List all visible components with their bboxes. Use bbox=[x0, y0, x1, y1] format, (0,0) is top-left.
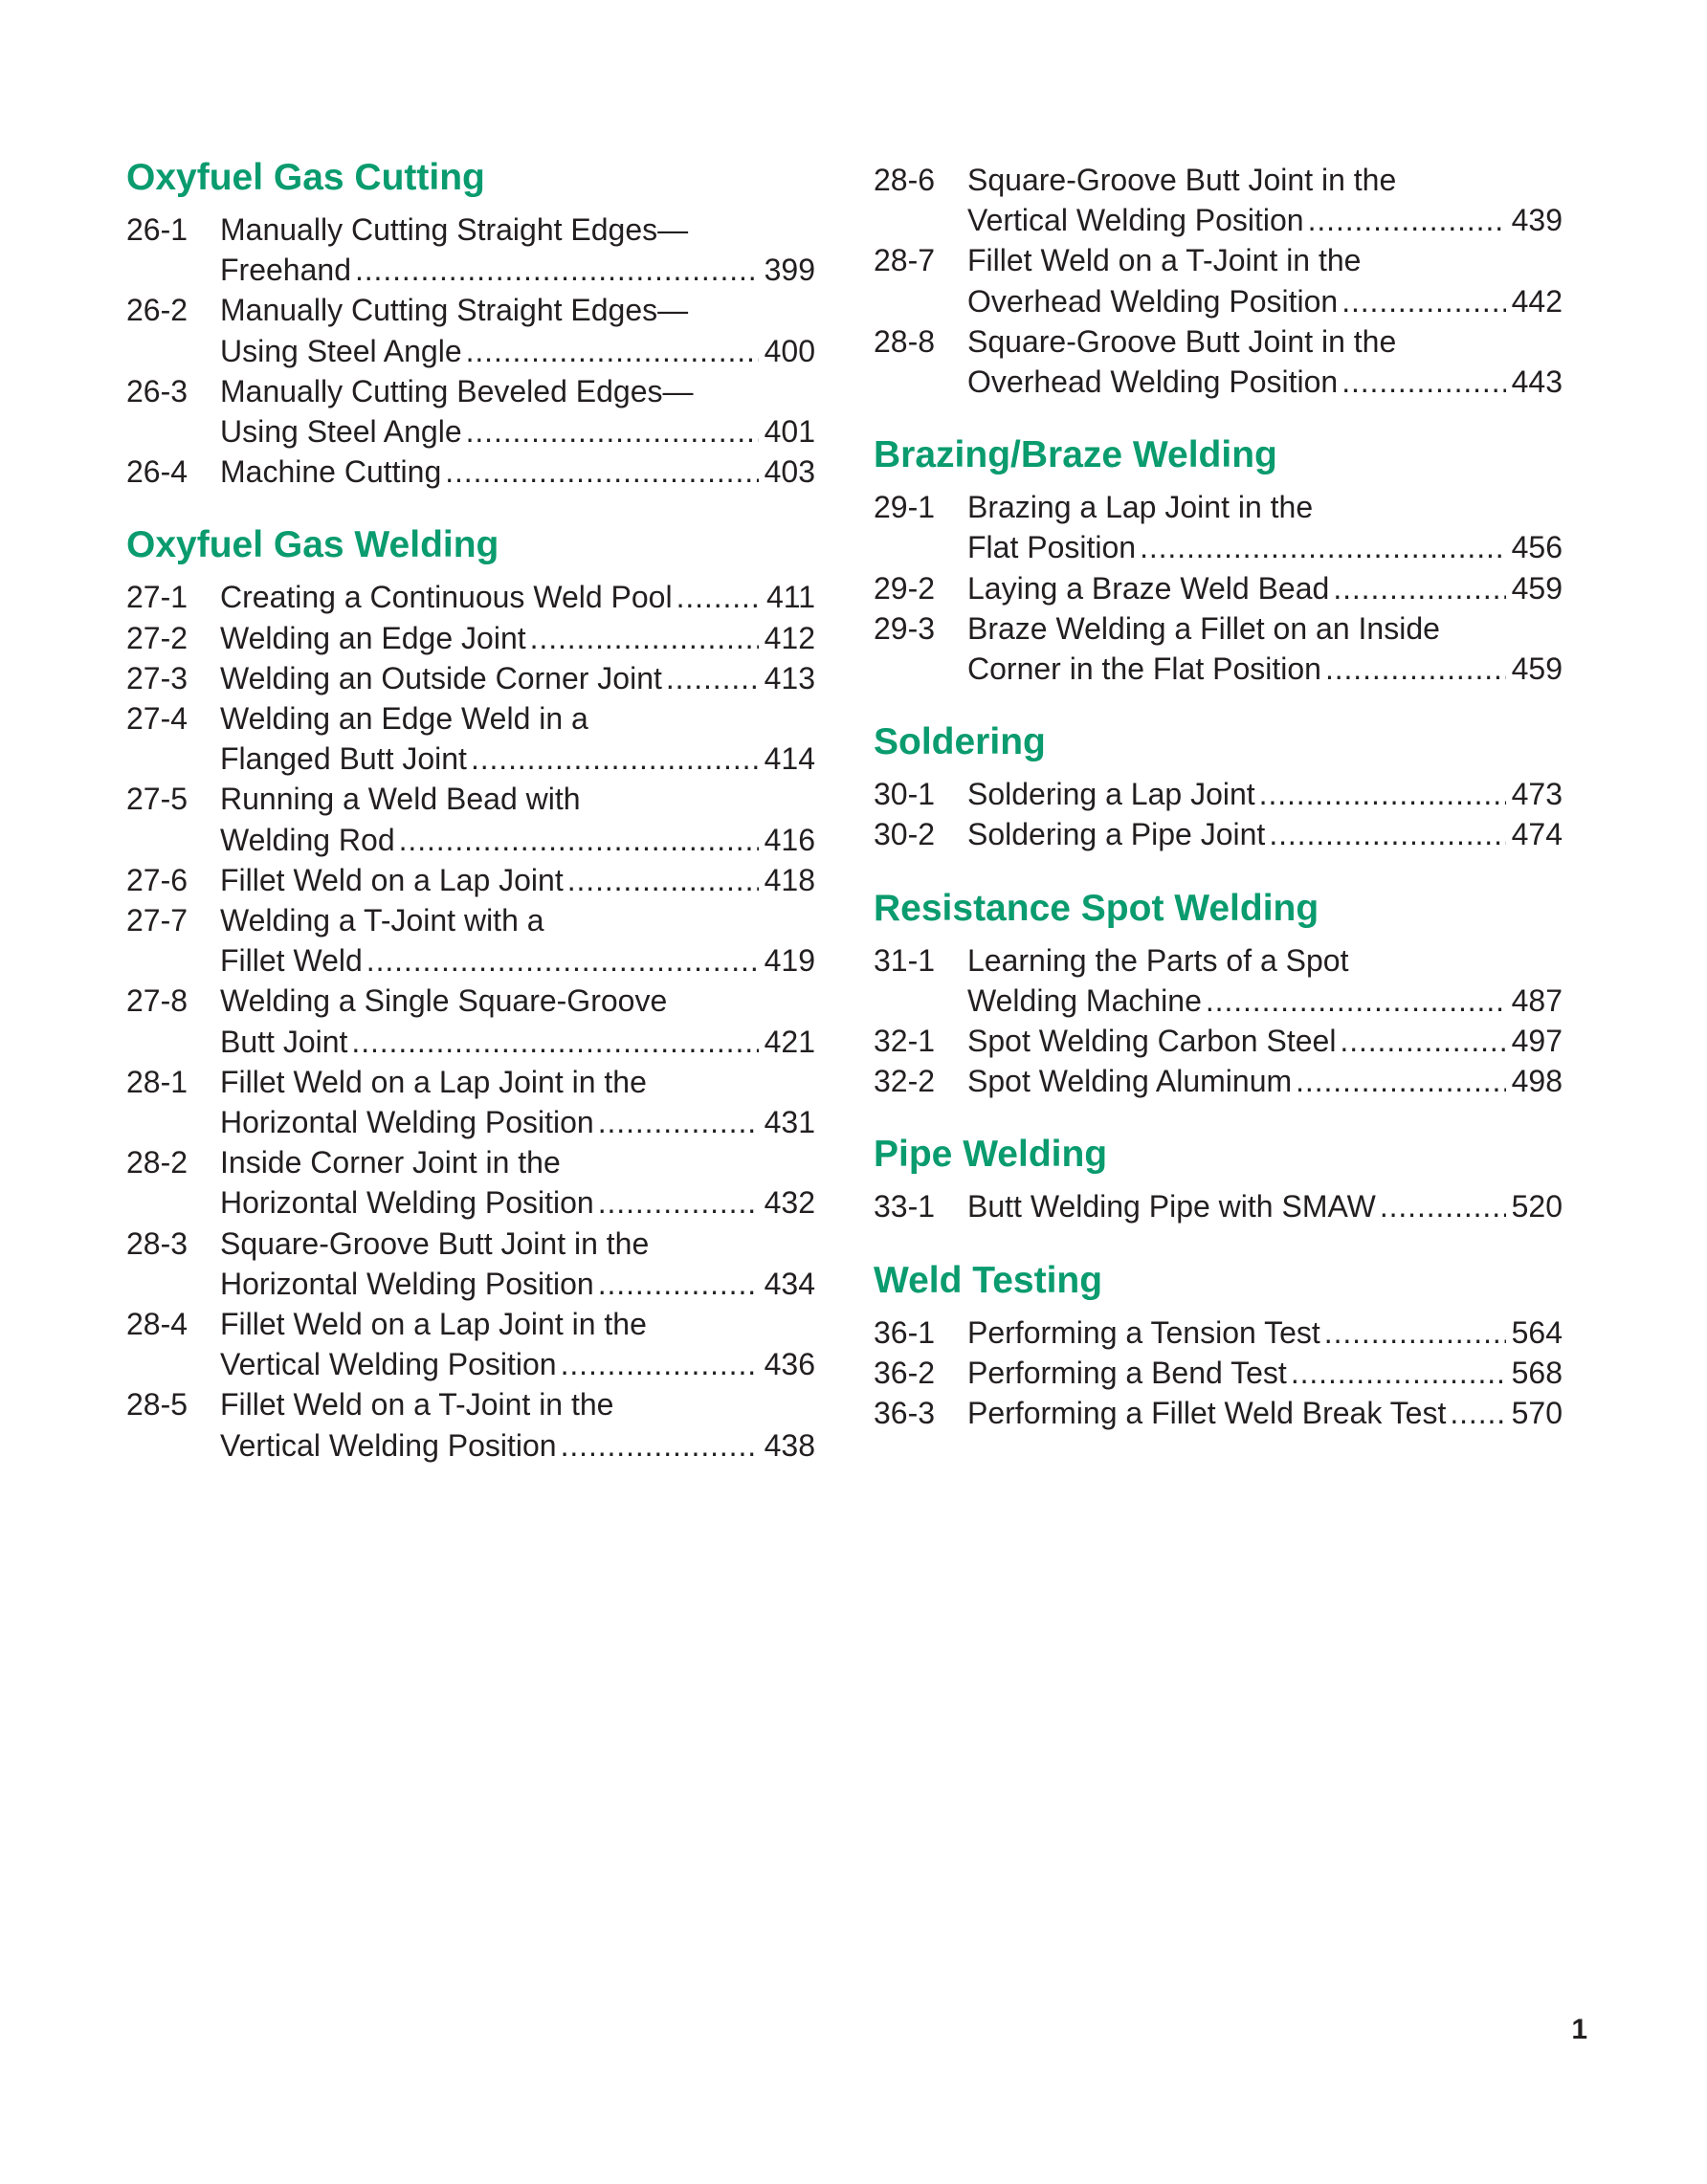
entry-title: Fillet Weld bbox=[220, 943, 363, 979]
entry-title-line bbox=[220, 1022, 815, 1062]
entry-body bbox=[220, 981, 815, 1061]
entry-body bbox=[220, 577, 815, 617]
section-title: Soldering bbox=[874, 721, 1046, 763]
page-ref: 416 bbox=[764, 822, 815, 857]
entry-body bbox=[967, 240, 1563, 320]
toc-entry[interactable] bbox=[126, 290, 815, 370]
entry-title: Using Steel Angle bbox=[220, 414, 462, 450]
entry-number: 27-2 bbox=[126, 620, 188, 655]
toc-entry[interactable] bbox=[874, 160, 1563, 240]
entry-title-line bbox=[220, 739, 815, 779]
entry-number: 27-4 bbox=[126, 701, 188, 737]
entry-title-line1: Brazing a Lap Joint in the bbox=[967, 490, 1314, 525]
toc-section bbox=[126, 153, 815, 492]
entry-number: 30-2 bbox=[874, 817, 936, 852]
toc-entry[interactable] bbox=[126, 981, 815, 1061]
entry-number: 27-7 bbox=[126, 903, 188, 938]
entry-number: 26-1 bbox=[126, 212, 188, 247]
entry-title-line1: Manually Cutting Straight Edges— bbox=[220, 212, 689, 247]
entry-body bbox=[967, 1353, 1563, 1393]
entry-title-line bbox=[967, 649, 1563, 689]
entry-body bbox=[220, 698, 815, 779]
page-ref: 459 bbox=[1511, 570, 1563, 606]
dot-leader bbox=[466, 331, 759, 371]
section-title: Weld Testing bbox=[874, 1259, 1103, 1301]
toc-entry[interactable] bbox=[874, 1313, 1563, 1353]
entry-body bbox=[967, 940, 1563, 1021]
entry-title-line1: Fillet Weld on a T-Joint in the bbox=[220, 1387, 614, 1423]
entry-title: Welding Rod bbox=[220, 822, 395, 857]
entry-title-line bbox=[220, 820, 815, 860]
entry-title: Spot Welding Aluminum bbox=[967, 1064, 1293, 1099]
dot-leader bbox=[598, 1264, 759, 1304]
dot-leader bbox=[1333, 568, 1505, 608]
toc-entry[interactable] bbox=[126, 1062, 815, 1142]
left-column bbox=[126, 153, 815, 1494]
dot-leader bbox=[351, 1022, 758, 1062]
entry-number: 26-3 bbox=[126, 373, 188, 408]
entry-title-line bbox=[220, 618, 815, 658]
dot-leader bbox=[561, 1344, 759, 1384]
toc-entry[interactable] bbox=[874, 1353, 1563, 1393]
right-column bbox=[874, 160, 1563, 1462]
entry-body bbox=[967, 608, 1563, 689]
entry-title: Performing a Tension Test bbox=[967, 1314, 1320, 1350]
page-ref: 399 bbox=[764, 253, 815, 288]
toc-entry[interactable] bbox=[874, 1186, 1563, 1226]
entry-title-line bbox=[220, 1264, 815, 1304]
page-ref: 474 bbox=[1511, 817, 1563, 852]
page-ref: 434 bbox=[764, 1266, 815, 1301]
entry-number: 27-8 bbox=[126, 983, 188, 1019]
toc-entry[interactable] bbox=[126, 1304, 815, 1384]
entry-body bbox=[967, 160, 1563, 240]
entry-body bbox=[967, 1061, 1563, 1101]
toc-entry[interactable] bbox=[874, 1061, 1563, 1101]
page-ref: 443 bbox=[1511, 364, 1563, 400]
entry-body bbox=[220, 1142, 815, 1223]
toc-entry[interactable] bbox=[126, 371, 815, 452]
continued-entries bbox=[874, 160, 1563, 402]
entry-number: 29-3 bbox=[874, 610, 936, 646]
entry-title: Performing a Bend Test bbox=[967, 1355, 1287, 1390]
entry-body bbox=[220, 1224, 815, 1304]
entry-body bbox=[967, 1393, 1563, 1433]
entry-number: 26-4 bbox=[126, 454, 188, 490]
entry-body bbox=[220, 900, 815, 981]
entry-title-line1: Welding a T-Joint with a bbox=[220, 903, 544, 938]
page-ref: 432 bbox=[764, 1185, 815, 1221]
entry-body bbox=[967, 487, 1563, 567]
entry-title-line bbox=[220, 860, 815, 900]
dot-leader bbox=[1341, 281, 1505, 321]
entry-number: 27-1 bbox=[126, 580, 188, 615]
section-title: Pipe Welding bbox=[874, 1134, 1108, 1176]
entry-title-line bbox=[967, 1186, 1563, 1226]
entry-title-line1: Welding an Edge Weld in a bbox=[220, 701, 588, 737]
toc-entry[interactable] bbox=[126, 860, 815, 900]
page-ref: 414 bbox=[764, 741, 815, 777]
entry-number: 36-1 bbox=[874, 1314, 936, 1350]
entry-number: 30-1 bbox=[874, 777, 936, 812]
entry-title-line1: Running a Weld Bead with bbox=[220, 782, 581, 817]
toc-entry[interactable] bbox=[874, 487, 1563, 567]
entry-body bbox=[967, 1021, 1563, 1061]
page-ref: 431 bbox=[764, 1105, 815, 1140]
entry-title: Welding an Outside Corner Joint bbox=[220, 660, 662, 695]
entry-title-line bbox=[967, 527, 1563, 567]
dot-leader bbox=[1308, 200, 1506, 240]
entry-number: 28-1 bbox=[126, 1064, 188, 1099]
entry-title: Performing a Fillet Weld Break Test bbox=[967, 1396, 1447, 1431]
entry-title: Horizontal Welding Position bbox=[220, 1185, 594, 1221]
dot-leader bbox=[598, 1102, 759, 1142]
entry-number: 27-5 bbox=[126, 782, 188, 817]
entry-title-line bbox=[220, 250, 815, 290]
entry-title-line bbox=[220, 331, 815, 371]
entry-title: Vertical Welding Position bbox=[220, 1347, 557, 1382]
entry-title-line1: Inside Corner Joint in the bbox=[220, 1145, 561, 1180]
entry-number: 28-8 bbox=[874, 323, 936, 359]
toc-entry[interactable] bbox=[126, 210, 815, 290]
entry-body bbox=[220, 210, 815, 290]
entry-title-line bbox=[967, 1353, 1563, 1393]
entry-number: 26-2 bbox=[126, 293, 188, 328]
entry-title-line1: Square-Groove Butt Joint in the bbox=[967, 323, 1397, 359]
page-ref: 568 bbox=[1511, 1355, 1563, 1390]
entry-title: Soldering a Pipe Joint bbox=[967, 817, 1266, 852]
dot-leader bbox=[1325, 649, 1506, 689]
entry-title-line bbox=[220, 1182, 815, 1223]
dot-leader bbox=[366, 940, 759, 981]
entry-title-line1: Square-Groove Butt Joint in the bbox=[967, 163, 1397, 197]
entry-body bbox=[220, 1384, 815, 1465]
entry-title: Machine Cutting bbox=[220, 454, 442, 490]
entry-title-line bbox=[967, 1393, 1563, 1433]
entry-title: Spot Welding Carbon Steel bbox=[967, 1024, 1337, 1059]
entry-title-line1: Learning the Parts of a Spot bbox=[967, 942, 1349, 978]
entry-title: Freehand bbox=[220, 253, 351, 288]
entry-title: Vertical Welding Position bbox=[220, 1427, 557, 1463]
entry-title: Corner in the Flat Position bbox=[967, 651, 1321, 687]
entry-title-line1: Fillet Weld on a T-Joint in the bbox=[967, 243, 1362, 278]
dot-leader bbox=[1341, 362, 1505, 402]
page-ref: 411 bbox=[765, 580, 815, 615]
page-ref: 436 bbox=[764, 1347, 815, 1382]
toc-entry[interactable] bbox=[126, 452, 815, 492]
toc-entry[interactable] bbox=[126, 779, 815, 859]
entry-title-line bbox=[220, 1425, 815, 1466]
entry-body bbox=[967, 321, 1563, 402]
page-number: 1 bbox=[1571, 2014, 1587, 2045]
toc-section bbox=[126, 520, 815, 1465]
entry-body bbox=[220, 618, 815, 658]
entry-body bbox=[220, 658, 815, 698]
toc-entry[interactable] bbox=[126, 618, 815, 658]
section-title: Resistance Spot Welding bbox=[874, 887, 1319, 929]
entry-title-line1: Welding a Single Square-Groove bbox=[220, 983, 668, 1019]
entry-title-line bbox=[220, 411, 815, 452]
entry-title-line bbox=[967, 1061, 1563, 1101]
dot-leader bbox=[530, 618, 759, 658]
page-ref: 442 bbox=[1511, 283, 1563, 319]
page-ref: 456 bbox=[1511, 530, 1563, 565]
entry-body bbox=[967, 568, 1563, 608]
entry-title-line1: Fillet Weld on a Lap Joint in the bbox=[220, 1064, 647, 1099]
toc-section bbox=[874, 1130, 1563, 1226]
entry-title: Fillet Weld on a Lap Joint bbox=[220, 862, 564, 897]
page-ref: 438 bbox=[764, 1427, 815, 1463]
dot-leader bbox=[355, 250, 759, 290]
entry-title-line bbox=[967, 774, 1563, 814]
entry-title-line1: Square-Groove Butt Joint in the bbox=[220, 1225, 650, 1261]
page-ref: 400 bbox=[764, 333, 815, 368]
entry-title: Butt Welding Pipe with SMAW bbox=[967, 1189, 1376, 1224]
entry-number: 33-1 bbox=[874, 1189, 936, 1224]
toc-entry[interactable] bbox=[874, 774, 1563, 814]
dot-leader bbox=[598, 1182, 759, 1223]
entry-number: 28-2 bbox=[126, 1145, 188, 1180]
toc-section bbox=[874, 717, 1563, 854]
dot-leader bbox=[1324, 1313, 1506, 1353]
dot-leader bbox=[1340, 1021, 1505, 1061]
entry-body bbox=[220, 290, 815, 370]
page-ref: 459 bbox=[1511, 651, 1563, 687]
entry-number: 28-7 bbox=[874, 243, 936, 278]
toc-entry[interactable] bbox=[874, 321, 1563, 402]
entry-title: Butt Joint bbox=[220, 1024, 348, 1059]
entry-number: 28-3 bbox=[126, 1225, 188, 1261]
dot-leader bbox=[666, 658, 759, 698]
page-ref: 412 bbox=[764, 620, 815, 655]
page-ref: 520 bbox=[1511, 1189, 1563, 1224]
toc-entry[interactable] bbox=[874, 568, 1563, 608]
entry-title: Vertical Welding Position bbox=[967, 203, 1304, 238]
page-ref: 401 bbox=[764, 414, 815, 450]
entry-title: Flat Position bbox=[967, 530, 1137, 565]
entry-title-line bbox=[967, 568, 1563, 608]
entry-body bbox=[220, 1304, 815, 1384]
entry-title: Soldering a Lap Joint bbox=[967, 777, 1255, 812]
page-ref: 570 bbox=[1511, 1396, 1563, 1431]
toc-entry[interactable] bbox=[126, 1142, 815, 1223]
entry-body bbox=[967, 1313, 1563, 1353]
entry-title-line bbox=[967, 981, 1563, 1021]
dot-leader bbox=[1380, 1186, 1506, 1226]
entry-body bbox=[220, 371, 815, 452]
page-ref: 419 bbox=[764, 943, 815, 979]
entry-title-line bbox=[220, 452, 815, 492]
entry-title: Creating a Continuous Weld Pool bbox=[220, 580, 673, 615]
entry-title: Welding an Edge Joint bbox=[220, 620, 526, 655]
toc-entry[interactable] bbox=[126, 900, 815, 981]
dot-leader bbox=[399, 820, 759, 860]
entry-title-line bbox=[220, 1344, 815, 1384]
entry-title-line1: Manually Cutting Straight Edges— bbox=[220, 293, 689, 328]
dot-leader bbox=[471, 739, 759, 779]
dot-leader bbox=[1206, 981, 1506, 1021]
dot-leader bbox=[567, 860, 759, 900]
page-ref: 421 bbox=[764, 1024, 815, 1059]
section-title: Oxyfuel Gas Cutting bbox=[126, 157, 485, 198]
entry-body bbox=[220, 452, 815, 492]
dot-leader bbox=[1269, 814, 1505, 854]
entry-title-line bbox=[220, 1102, 815, 1142]
page-ref: 403 bbox=[764, 454, 815, 490]
toc-section bbox=[874, 430, 1563, 689]
entry-body bbox=[967, 774, 1563, 814]
toc-entry[interactable] bbox=[874, 1021, 1563, 1061]
entry-title: Flanged Butt Joint bbox=[220, 741, 467, 777]
entry-title: Overhead Welding Position bbox=[967, 364, 1339, 400]
dot-leader bbox=[1140, 527, 1506, 567]
toc-entry[interactable] bbox=[874, 1393, 1563, 1433]
entry-title-line bbox=[967, 814, 1563, 854]
dot-leader bbox=[1259, 774, 1506, 814]
toc-entry[interactable] bbox=[126, 658, 815, 698]
entry-number: 31-1 bbox=[874, 942, 936, 978]
entry-number: 28-6 bbox=[874, 163, 936, 197]
entry-number: 29-1 bbox=[874, 490, 936, 525]
page-ref: 413 bbox=[764, 660, 815, 695]
entry-title-line bbox=[220, 658, 815, 698]
entry-title-line bbox=[967, 200, 1563, 240]
entry-body bbox=[967, 1186, 1563, 1226]
dot-leader bbox=[445, 452, 758, 492]
dot-leader bbox=[561, 1425, 759, 1466]
toc-entry[interactable] bbox=[126, 1224, 815, 1304]
entry-title: Horizontal Welding Position bbox=[220, 1266, 594, 1301]
toc-entry[interactable] bbox=[126, 577, 815, 617]
toc-entry[interactable] bbox=[874, 608, 1563, 689]
entry-number: 28-4 bbox=[126, 1307, 188, 1342]
page-ref: 439 bbox=[1511, 203, 1563, 238]
page-ref: 473 bbox=[1511, 777, 1563, 812]
entry-title-line bbox=[967, 281, 1563, 321]
entry-body bbox=[220, 860, 815, 900]
entry-number: 28-5 bbox=[126, 1387, 188, 1423]
dot-leader bbox=[1296, 1061, 1505, 1101]
entry-title: Horizontal Welding Position bbox=[220, 1105, 594, 1140]
entry-title-line1: Manually Cutting Beveled Edges— bbox=[220, 373, 694, 408]
entry-title-line bbox=[967, 362, 1563, 402]
entry-title: Using Steel Angle bbox=[220, 333, 462, 368]
section-title: Oxyfuel Gas Welding bbox=[126, 524, 499, 566]
page-ref: 564 bbox=[1511, 1314, 1563, 1350]
entry-number: 36-2 bbox=[874, 1355, 936, 1390]
section-title: Brazing/Braze Welding bbox=[874, 434, 1277, 476]
entry-title-line bbox=[967, 1313, 1563, 1353]
entry-title-line1: Braze Welding a Fillet on an Inside bbox=[967, 610, 1440, 646]
entry-body bbox=[220, 1062, 815, 1142]
entry-number: 32-2 bbox=[874, 1064, 936, 1099]
page-ref: 487 bbox=[1511, 982, 1563, 1018]
entry-number: 27-6 bbox=[126, 862, 188, 897]
entry-number: 32-1 bbox=[874, 1024, 936, 1059]
entry-title-line bbox=[967, 1021, 1563, 1061]
dot-leader bbox=[1291, 1353, 1506, 1393]
page-ref: 418 bbox=[764, 862, 815, 897]
dot-leader bbox=[1450, 1393, 1505, 1433]
dot-leader bbox=[466, 411, 759, 452]
toc-entry[interactable] bbox=[874, 240, 1563, 320]
entry-number: 29-2 bbox=[874, 570, 936, 606]
entry-title: Laying a Braze Weld Bead bbox=[967, 570, 1330, 606]
toc-entry[interactable] bbox=[874, 814, 1563, 854]
toc-entry[interactable] bbox=[874, 940, 1563, 1021]
entry-number: 36-3 bbox=[874, 1396, 936, 1431]
toc-section bbox=[874, 884, 1563, 1102]
entry-title-line bbox=[220, 577, 815, 617]
entry-body bbox=[967, 814, 1563, 854]
dot-leader bbox=[676, 577, 761, 617]
page-ref: 497 bbox=[1511, 1024, 1563, 1059]
entry-title-line1: Fillet Weld on a Lap Joint in the bbox=[220, 1307, 647, 1342]
entry-title-line bbox=[220, 940, 815, 981]
entry-body bbox=[220, 779, 815, 859]
toc-entry[interactable] bbox=[126, 698, 815, 779]
page-ref: 498 bbox=[1511, 1064, 1563, 1099]
toc-section bbox=[874, 1256, 1563, 1434]
entry-title: Overhead Welding Position bbox=[967, 283, 1339, 319]
toc-entry[interactable] bbox=[126, 1384, 815, 1465]
entry-number: 27-3 bbox=[126, 660, 188, 695]
entry-title: Welding Machine bbox=[967, 982, 1202, 1018]
